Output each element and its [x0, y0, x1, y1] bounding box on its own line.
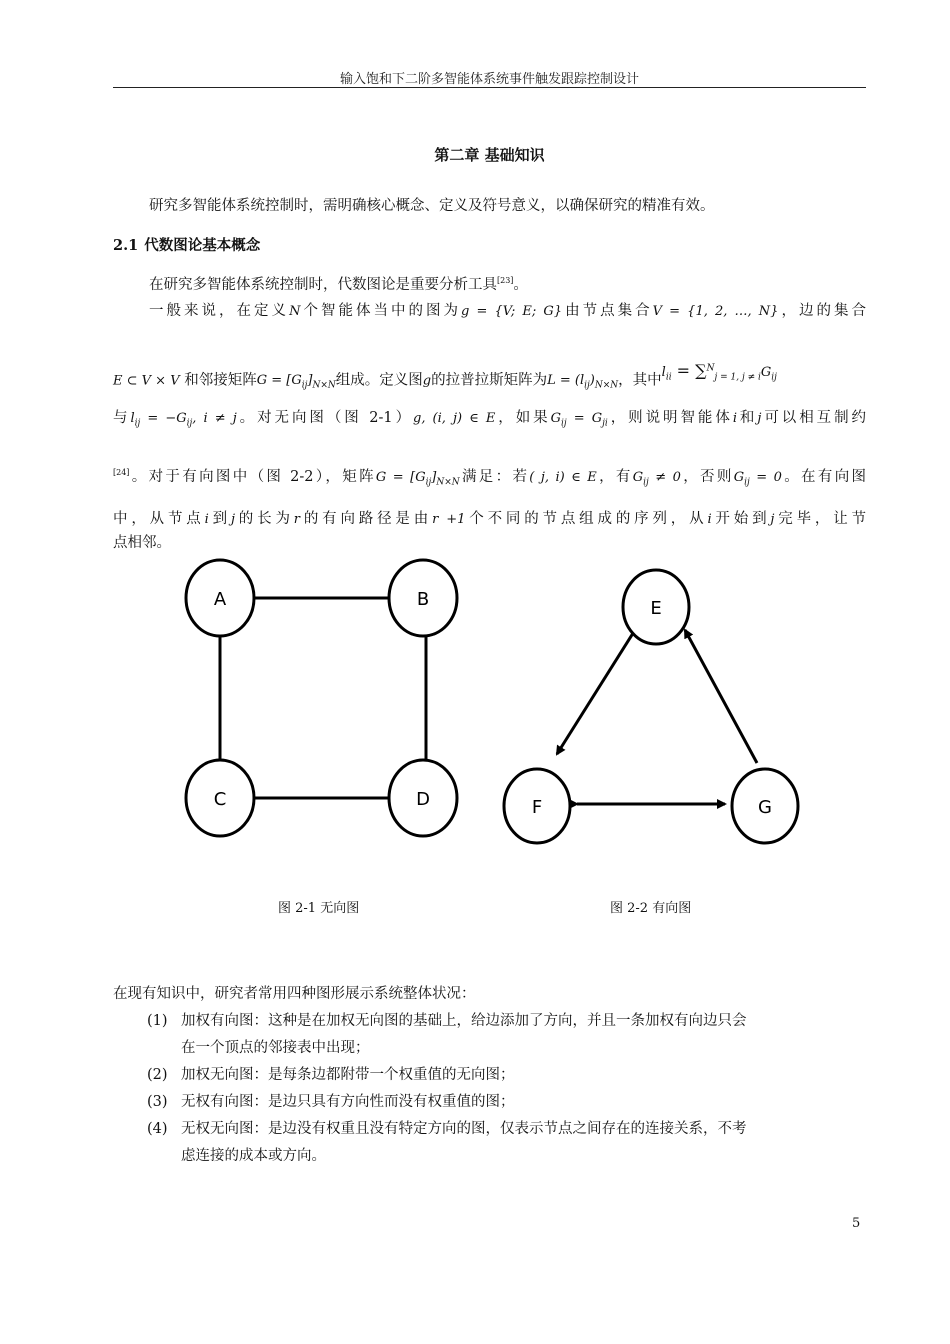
list-item	[113, 1008, 866, 1062]
math-g-ne0	[632, 469, 681, 488]
math-l-sub: ij	[584, 380, 590, 391]
math-sum-sup: N	[706, 364, 715, 374]
node-g-label: G	[758, 797, 772, 818]
math-l-close: )	[589, 373, 595, 389]
math-edge-ij: g, (i, j) ∈ E	[413, 411, 496, 426]
p2-l1d: ，边的集合	[778, 303, 866, 319]
list-item-number: (1)	[147, 1013, 168, 1029]
math-g2-nxn: N×N	[436, 477, 460, 488]
math-gsym-a: G	[550, 411, 562, 426]
list-item-line: 无权无向图：是边没有权重且没有特定方向的图，仅表示节点之间存在的连接关系，不考	[181, 1121, 747, 1137]
math-g2-close: ]	[431, 469, 437, 485]
list-item-number: (3)	[147, 1094, 168, 1110]
math-lij	[130, 411, 237, 429]
p2-l4e: 。在有向图	[781, 468, 867, 485]
node-c-label: C	[213, 789, 227, 810]
p2-l5f: 开始到	[711, 511, 771, 527]
p2-l2c: 的拉普拉斯矩阵为	[431, 372, 548, 389]
math-i: i	[732, 411, 737, 426]
list-item	[113, 1116, 866, 1170]
p2-l5c: 的长为	[234, 511, 294, 527]
list-item-line: 无权有向图：是边只具有方向性而没有权重值的图；	[181, 1094, 515, 1110]
list-item-line: 在一个顶点的邻接表中出现；	[181, 1040, 370, 1056]
math-lii-l: l	[661, 365, 666, 381]
p2-line-1	[113, 298, 866, 325]
node-d	[389, 760, 457, 836]
math-g-matrix	[256, 373, 336, 391]
p2-l4a: 。对于有向图中（图 2-2），矩阵	[129, 468, 376, 485]
math-gne-sub: ij	[643, 477, 649, 488]
math-g-matrix-2	[375, 469, 460, 488]
math-j: j	[757, 411, 762, 426]
math-j-2: j	[230, 512, 235, 527]
figure-2-1-caption: 图 2-1 无向图	[278, 901, 360, 916]
p1-end: 。	[513, 276, 528, 293]
math-g-sub: ij	[301, 380, 308, 391]
list-item-line: 加权无向图：是每条边都附带一个权重值的无向图；	[181, 1067, 515, 1083]
math-geq-val: = 0	[749, 469, 782, 485]
math-gsym-ij: ij	[561, 418, 567, 429]
graph-types-section	[113, 981, 866, 1170]
node-c	[186, 760, 254, 836]
node-f-label: F	[531, 797, 543, 818]
math-e-def: E ⊂ V × V	[113, 373, 180, 389]
math-r: r	[293, 512, 300, 527]
p2-l2a: 和邻接矩阵	[184, 372, 257, 389]
math-gsym-ji: ji	[602, 418, 608, 429]
section-heading	[113, 234, 266, 255]
section-number: 2.1	[113, 237, 139, 254]
p2-l5a: 中，从节点	[113, 511, 205, 527]
p2-l3d: ，则说明智能体	[607, 410, 733, 426]
list-item	[113, 1089, 866, 1116]
list-item-line: 虑连接的成本或方向。	[181, 1148, 326, 1164]
math-g-open: G = [G	[256, 373, 302, 389]
intro-paragraph: 研究多智能体系统控制时，需明确核心概念、定义及符号意义，以确保研究的精准有效。	[149, 198, 715, 214]
math-nxn: N×N	[312, 380, 336, 391]
p2-l5d: 的有向路径是由	[300, 511, 433, 527]
list-intro: 在现有知识中，研究者常用四种图形展示系统整体状况：	[113, 986, 476, 1002]
section-title: 代数图论基本概念	[144, 237, 261, 254]
math-gsym	[550, 411, 608, 429]
p2-l5e: 个不同的节点组成的序列，从	[465, 511, 708, 527]
list-item-number: (4)	[147, 1121, 168, 1137]
node-e-label: E	[650, 598, 662, 619]
node-b	[389, 560, 457, 636]
figure-undirected-graph	[170, 548, 480, 848]
p2-l3c: ，如果	[495, 410, 551, 426]
math-r1: r +1	[432, 512, 466, 527]
p2-l1a: 一般来说，在定义	[149, 303, 290, 319]
p2-l5b: 到	[208, 511, 231, 527]
p2-line-4	[113, 460, 866, 495]
list-item-number: (2)	[147, 1067, 168, 1083]
p2-l3f: 可以相互制约	[761, 410, 867, 426]
p2-line-6: 点相邻。	[113, 535, 171, 551]
math-g-close: ]	[307, 373, 313, 389]
paragraph-1	[113, 268, 866, 298]
list-item	[113, 1062, 866, 1089]
p2-line-3	[113, 405, 866, 437]
math-l-open: L = (l	[547, 373, 585, 389]
math-lij-gsub: ij	[186, 418, 193, 429]
math-lij-rest: = −G	[140, 411, 187, 426]
p2-l3e: 和	[736, 410, 758, 426]
math-i-2: i	[204, 512, 209, 527]
math-sum-g-sub: ij	[771, 372, 777, 383]
math-v-def: V = {1, 2, …, N}	[652, 304, 779, 319]
math-sum-sub: j = 1, j ≠ i	[714, 372, 761, 383]
math-l-nxn: N×N	[594, 380, 619, 391]
page-number: 5	[852, 1216, 861, 1231]
page-header: 输入饱和下二阶多智能体系统事件触发跟踪控制设计	[339, 72, 639, 87]
math-geq-g: G	[733, 469, 745, 485]
citation-24: [24]	[113, 468, 130, 477]
node-g	[732, 769, 798, 843]
chapter-title: 第二章 基础知识	[434, 146, 545, 164]
header-rule	[113, 87, 866, 88]
node-a	[186, 560, 254, 636]
p2-l4c: ，有	[596, 468, 633, 485]
math-lij-sub: ij	[134, 418, 141, 429]
p2-l4d: ，否则	[680, 468, 734, 485]
p2-l2d: ，其中	[618, 372, 662, 389]
node-a-label: A	[213, 589, 227, 610]
figure-directed-graph	[495, 558, 815, 858]
p2-l2b: 组成。定义图	[335, 372, 423, 389]
figure-2-2-caption: 图 2-2 有向图	[610, 901, 692, 916]
math-gne-val: ≠ 0	[648, 469, 681, 485]
p2-l3b: 。对无向图（图 2-1）	[236, 410, 414, 426]
math-g: g	[422, 373, 432, 389]
p2-line-5	[113, 506, 866, 533]
math-g2-sub: ij	[425, 477, 432, 488]
math-N: N	[289, 304, 301, 319]
math-geq-sub: ij	[744, 477, 750, 488]
list-item-line: 加权有向图：这种是在加权无向图的基础上，给边添加了方向，并且一条加权有向边只会	[181, 1013, 747, 1029]
math-i-3: i	[707, 512, 712, 527]
edge-g-e	[685, 630, 757, 763]
math-sum-g: G	[760, 365, 772, 381]
node-b-label: B	[416, 589, 430, 610]
math-lij-cond: , i ≠ j	[192, 411, 237, 426]
math-ji-edge: ( j, i) ∈ E	[529, 469, 597, 485]
p2-l5g: 完毕，让节	[774, 511, 867, 527]
math-lii-eq: = ∑	[671, 361, 707, 381]
node-f	[504, 769, 570, 843]
p2-l1c: 由节点集合	[562, 303, 653, 319]
math-lii-sub: ii	[665, 372, 672, 383]
node-e	[623, 570, 689, 644]
citation-23: [23]	[497, 276, 514, 285]
node-d-label: D	[416, 789, 430, 810]
math-gne-g: G	[632, 469, 644, 485]
p2-line-2	[113, 361, 873, 399]
math-l-matrix	[547, 373, 619, 391]
math-j-3: j	[770, 512, 775, 527]
math-g-def: g = {V; E; G}	[461, 304, 563, 319]
p2-l3a: 与	[113, 410, 131, 426]
math-lii	[661, 361, 777, 383]
math-lij-l: l	[130, 411, 135, 426]
edge-e-f	[557, 630, 635, 754]
p1-text: 在研究多智能体系统控制时，代数图论是重要分析工具	[149, 276, 497, 293]
math-gsym-eq: = G	[566, 411, 603, 426]
p2-l1b: 个智能体当中的图为	[300, 303, 462, 319]
math-g2-open: G = [G	[375, 469, 426, 485]
p2-l4b: 满足：若	[459, 468, 530, 485]
math-g-eq0	[733, 469, 782, 488]
